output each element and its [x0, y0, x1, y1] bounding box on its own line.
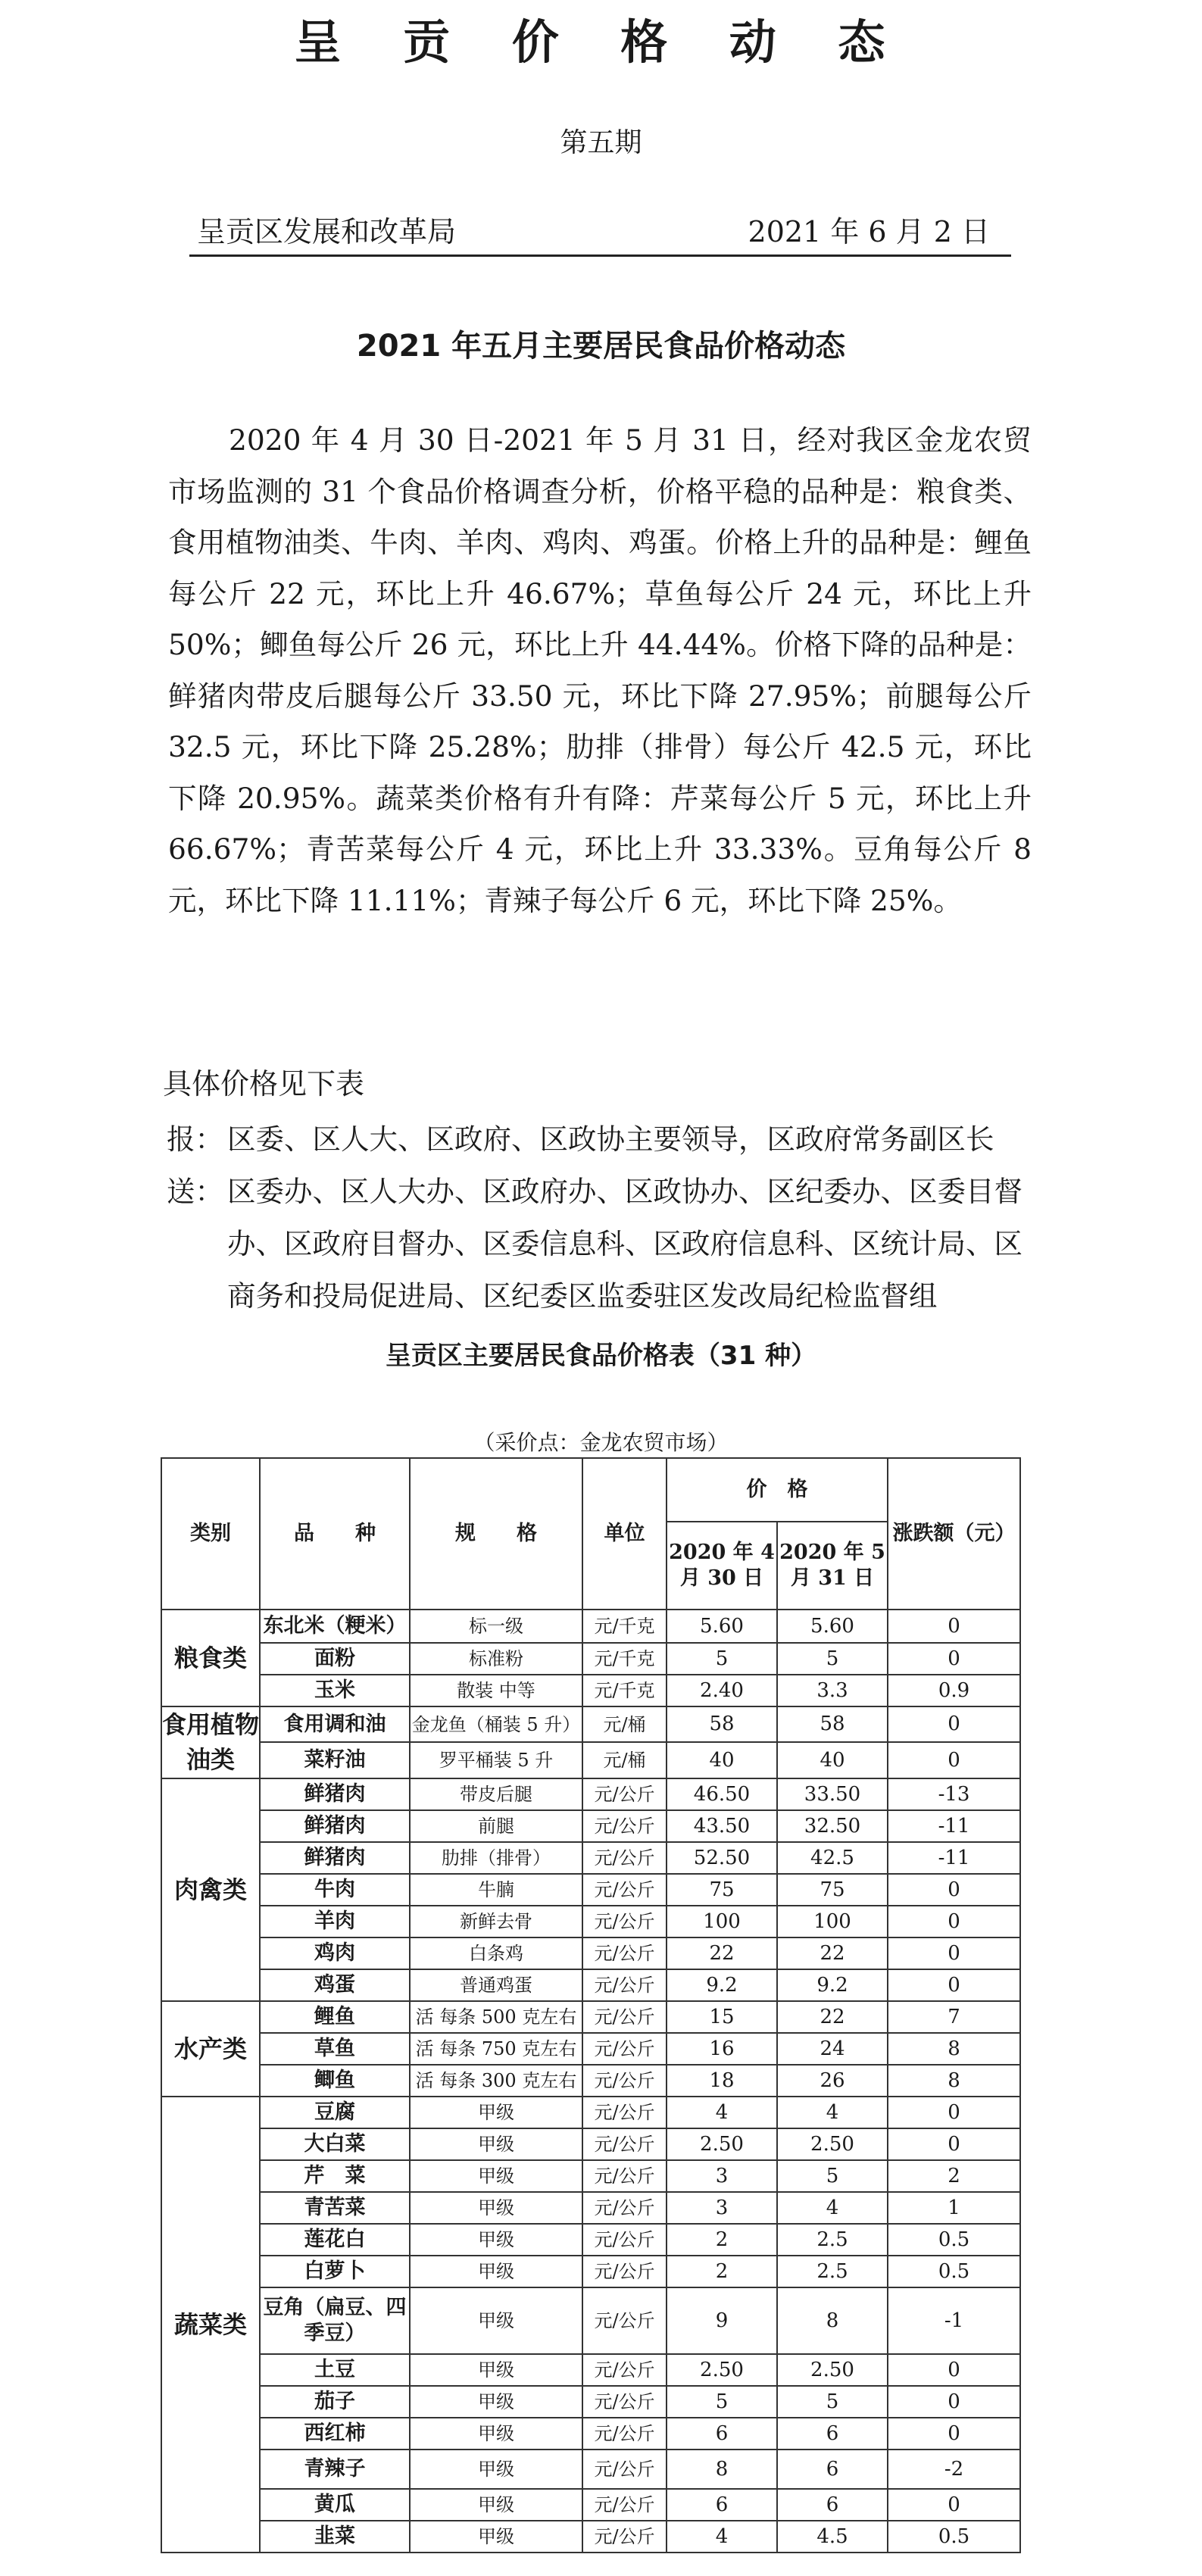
item-cell: 土豆 — [260, 2354, 410, 2386]
unit-cell: 元/公斤 — [582, 2001, 667, 2033]
item-cell: 鸡蛋 — [260, 1969, 410, 2001]
item-cell: 黄瓜 — [260, 2489, 410, 2521]
change-cell: 0 — [888, 2418, 1020, 2450]
header-category: 类别 — [161, 1458, 260, 1610]
header-date-2: 2020 年 5 月 31 日 — [777, 1522, 888, 1610]
change-cell: 0 — [888, 1706, 1020, 1742]
price-2-cell: 6 — [777, 2418, 888, 2450]
price-2-cell: 3.3 — [777, 1675, 888, 1706]
category-cell: 水产类 — [161, 2001, 260, 2097]
table-row — [161, 1675, 1020, 1706]
change-cell: 0 — [888, 1874, 1020, 1906]
change-cell: 0 — [888, 2354, 1020, 2386]
price-1-cell: 2.50 — [667, 2128, 777, 2160]
table-row — [161, 2065, 1020, 2097]
price-2-cell: 8 — [777, 2287, 888, 2354]
price-2-cell: 9.2 — [777, 1969, 888, 2001]
header-spec: 规 格 — [410, 1458, 582, 1610]
item-cell: 豆腐 — [260, 2097, 410, 2128]
item-cell: 食用调和油 — [260, 1706, 410, 1742]
table-row — [161, 2256, 1020, 2287]
price-1-cell: 2 — [667, 2256, 777, 2287]
item-cell: 青辣子 — [260, 2450, 410, 2489]
price-1-cell: 4 — [667, 2097, 777, 2128]
table-row — [161, 1810, 1020, 1842]
item-cell: 芹 菜 — [260, 2160, 410, 2192]
price-1-cell: 2.40 — [667, 1675, 777, 1706]
item-cell: 西红柿 — [260, 2418, 410, 2450]
document-title: 呈 贡 价 格 动 态 — [294, 14, 908, 70]
change-cell: -2 — [888, 2450, 1020, 2489]
price-2-cell: 2.5 — [777, 2224, 888, 2256]
spec-cell: 甲级 — [410, 2160, 582, 2192]
price-2-cell: 40 — [777, 1742, 888, 1778]
spec-cell: 甲级 — [410, 2128, 582, 2160]
price-1-cell: 22 — [667, 1937, 777, 1969]
unit-cell: 元/桶 — [582, 1706, 667, 1742]
price-2-cell: 26 — [777, 2065, 888, 2097]
change-cell: 0 — [888, 1969, 1020, 2001]
unit-cell: 元/公斤 — [582, 2489, 667, 2521]
price-1-cell: 9.2 — [667, 1969, 777, 2001]
change-cell: -11 — [888, 1810, 1020, 1842]
spec-cell: 带皮后腿 — [410, 1778, 582, 1810]
price-2-cell: 58 — [777, 1706, 888, 1742]
price-1-cell: 5 — [667, 2386, 777, 2418]
table-title: 呈贡区主要居民食品价格表（31 种） — [385, 1341, 817, 1371]
unit-cell: 元/公斤 — [582, 2065, 667, 2097]
change-cell: 8 — [888, 2033, 1020, 2065]
spec-cell: 甲级 — [410, 2489, 582, 2521]
unit-cell: 元/公斤 — [582, 2386, 667, 2418]
price-1-cell: 4 — [667, 2521, 777, 2553]
change-cell: 8 — [888, 2065, 1020, 2097]
price-2-cell: 2.50 — [777, 2354, 888, 2386]
change-cell: -1 — [888, 2287, 1020, 2354]
price-2-cell: 4 — [777, 2192, 888, 2224]
change-cell: 0 — [888, 2386, 1020, 2418]
price-2-cell: 22 — [777, 1937, 888, 1969]
category-cell: 食用植物油类 — [161, 1706, 260, 1778]
price-1-cell: 5 — [667, 1643, 777, 1675]
item-cell: 玉米 — [260, 1675, 410, 1706]
price-1-cell: 3 — [667, 2160, 777, 2192]
table-row — [161, 2160, 1020, 2192]
spec-cell: 甲级 — [410, 2256, 582, 2287]
change-cell: 0 — [888, 1610, 1020, 1643]
change-cell: 0 — [888, 1742, 1020, 1778]
item-cell: 青苦菜 — [260, 2192, 410, 2224]
item-cell: 东北米（粳米） — [260, 1610, 410, 1643]
price-2-cell: 75 — [777, 1874, 888, 1906]
header-item: 品 种 — [260, 1458, 410, 1610]
header-change: 涨跌额（元） — [888, 1458, 1020, 1610]
report-to-row — [167, 1113, 1038, 1166]
table-row — [161, 2287, 1020, 2354]
unit-cell: 元/公斤 — [582, 2033, 667, 2065]
table-row — [161, 2521, 1020, 2553]
spec-cell: 白条鸡 — [410, 1937, 582, 1969]
unit-cell: 元/公斤 — [582, 1969, 667, 2001]
unit-cell: 元/公斤 — [582, 2097, 667, 2128]
table-row — [161, 2354, 1020, 2386]
price-2-cell: 2.50 — [777, 2128, 888, 2160]
change-cell: 0 — [888, 2097, 1020, 2128]
table-row — [161, 1969, 1020, 2001]
change-cell: 0 — [888, 1643, 1020, 1675]
table-row — [161, 2418, 1020, 2450]
spec-cell: 肋排（排骨） — [410, 1842, 582, 1874]
category-cell: 肉禽类 — [161, 1778, 260, 2001]
price-1-cell: 40 — [667, 1742, 777, 1778]
item-cell: 茄子 — [260, 2386, 410, 2418]
spec-cell: 甲级 — [410, 2354, 582, 2386]
price-1-cell: 16 — [667, 2033, 777, 2065]
change-cell: 0.5 — [888, 2256, 1020, 2287]
price-2-cell: 4 — [777, 2097, 888, 2128]
send-to-row — [167, 1166, 1038, 1322]
table-row — [161, 2489, 1020, 2521]
spec-cell: 散装 中等 — [410, 1675, 582, 1706]
send-to-label: 送： — [167, 1175, 223, 1208]
unit-cell: 元/公斤 — [582, 1906, 667, 1937]
body-paragraph: 2020 年 4 月 30 日-2021 年 5 月 31 日，经对我区金龙农贸市场监测的 31 个食品价格调查分析，价格平稳的品种是：粮食类、食用植物油类、牛肉、羊肉、鸡肉、鸡蛋。价格上升的品种是：鲤鱼每公斤 22 元，环比上升 46.67%；草鱼每公斤 24 元，环比上升 50%；鲫鱼每公斤 26 元，环比上升 44.44%。价格下降的品种是：鲜猪肉带皮后腿每公斤 33.50 元，环比下降 27.95%；前腿每公斤 32.5 元，环比下降 25.28%；肋排（排骨）每公斤 42.5 元，环比下降 20.95%。蔬菜类价格有升有降：芹菜每公斤 5 元，环比上升 66.67%；青苦菜每公斤 4 元，环比上升 33.33%。豆角每公斤 8 元，环比下降 11.11%；青辣子每公斤 6 元，环比下降 25%。 — [168, 423, 1032, 917]
unit-cell: 元/公斤 — [582, 2418, 667, 2450]
spec-cell: 罗平桶装 5 升 — [410, 1742, 582, 1778]
table-row — [161, 2224, 1020, 2256]
price-2-cell: 32.50 — [777, 1810, 888, 1842]
spec-cell: 甲级 — [410, 2450, 582, 2489]
issue-number: 第五期 — [560, 127, 642, 158]
header-price: 价 格 — [667, 1458, 888, 1522]
price-2-cell: 5 — [777, 2386, 888, 2418]
price-2-cell: 5 — [777, 1643, 888, 1675]
change-cell: 0 — [888, 2128, 1020, 2160]
price-2-cell: 5 — [777, 2160, 888, 2192]
table-row — [161, 2033, 1020, 2065]
item-cell: 鲜猪肉 — [260, 1842, 410, 1874]
item-cell: 鲫鱼 — [260, 2065, 410, 2097]
price-1-cell: 75 — [667, 1874, 777, 1906]
unit-cell: 元/千克 — [582, 1675, 667, 1706]
issuing-org: 呈贡区发展和改革局 — [197, 215, 457, 248]
unit-cell: 元/公斤 — [582, 2160, 667, 2192]
table-row — [161, 1842, 1020, 1874]
price-2-cell: 22 — [777, 2001, 888, 2033]
unit-cell: 元/公斤 — [582, 2128, 667, 2160]
price-1-cell: 2.50 — [667, 2354, 777, 2386]
price-2-cell: 42.5 — [777, 1842, 888, 1874]
table-row — [161, 1706, 1020, 1742]
spec-cell: 标一级 — [410, 1610, 582, 1643]
unit-cell: 元/桶 — [582, 1742, 667, 1778]
price-1-cell: 2 — [667, 2224, 777, 2256]
unit-cell: 元/公斤 — [582, 1842, 667, 1874]
price-table — [161, 1457, 1021, 2553]
price-1-cell: 43.50 — [667, 1810, 777, 1842]
issue-date: 2021 年 6 月 2 日 — [748, 215, 990, 248]
table-row — [161, 1874, 1020, 1906]
spec-cell: 标准粉 — [410, 1643, 582, 1675]
price-2-cell: 6 — [777, 2489, 888, 2521]
header-date-1: 2020 年 4 月 30 日 — [667, 1522, 777, 1610]
unit-cell: 元/公斤 — [582, 1874, 667, 1906]
unit-cell: 元/公斤 — [582, 2192, 667, 2224]
item-cell: 鸡肉 — [260, 1937, 410, 1969]
report-to-label: 报： — [167, 1123, 223, 1156]
change-cell: 1 — [888, 2192, 1020, 2224]
price-1-cell: 100 — [667, 1906, 777, 1937]
table-row — [161, 1937, 1020, 1969]
change-cell: 0 — [888, 1937, 1020, 1969]
price-1-cell: 58 — [667, 1706, 777, 1742]
table-note: （采价点：金龙农贸市场） — [473, 1430, 729, 1455]
unit-cell: 元/公斤 — [582, 2224, 667, 2256]
price-1-cell: 9 — [667, 2287, 777, 2354]
item-cell: 鲜猪肉 — [260, 1778, 410, 1810]
price-1-cell: 8 — [667, 2450, 777, 2489]
spec-cell: 牛腩 — [410, 1874, 582, 1906]
spec-cell: 甲级 — [410, 2386, 582, 2418]
item-cell: 牛肉 — [260, 1874, 410, 1906]
price-1-cell: 6 — [667, 2418, 777, 2450]
spec-cell: 活 每条 750 克左右 — [410, 2033, 582, 2065]
unit-cell: 元/公斤 — [582, 2256, 667, 2287]
table-row — [161, 2001, 1020, 2033]
price-2-cell: 6 — [777, 2450, 888, 2489]
price-2-cell: 2.5 — [777, 2256, 888, 2287]
unit-cell: 元/公斤 — [582, 2450, 667, 2489]
change-cell: 0.5 — [888, 2224, 1020, 2256]
item-cell: 面粉 — [260, 1643, 410, 1675]
table-row — [161, 1778, 1020, 1810]
change-cell: 0.5 — [888, 2521, 1020, 2553]
distribution-list — [167, 1113, 1038, 1322]
spec-cell: 甲级 — [410, 2287, 582, 2354]
table-row — [161, 1643, 1020, 1675]
price-1-cell: 5.60 — [667, 1610, 777, 1643]
price-1-cell: 6 — [667, 2489, 777, 2521]
spec-cell: 甲级 — [410, 2418, 582, 2450]
send-to-value: 区委办、区人大办、区政府办、区政协办、区纪委办、区委目督办、区政府目督办、区委信息科、区政府信息科、区统计局、区商务和投局促进局、区纪委区监委驻区发改局纪检监督组 — [227, 1175, 1022, 1313]
header-line — [189, 215, 1011, 257]
change-cell: 0.9 — [888, 1675, 1020, 1706]
change-cell: 2 — [888, 2160, 1020, 2192]
price-1-cell: 15 — [667, 2001, 777, 2033]
price-2-cell: 33.50 — [777, 1778, 888, 1810]
item-cell: 鲜猪肉 — [260, 1810, 410, 1842]
table-row — [161, 2450, 1020, 2489]
spec-cell: 甲级 — [410, 2521, 582, 2553]
category-cell: 粮食类 — [161, 1610, 260, 1706]
unit-cell: 元/公斤 — [582, 2521, 667, 2553]
item-cell: 鲤鱼 — [260, 2001, 410, 2033]
price-2-cell: 100 — [777, 1906, 888, 1937]
price-1-cell: 46.50 — [667, 1778, 777, 1810]
spec-cell: 金龙鱼（桶装 5 升） — [410, 1706, 582, 1742]
price-1-cell: 52.50 — [667, 1842, 777, 1874]
spec-cell: 新鲜去骨 — [410, 1906, 582, 1937]
item-cell: 豆角（扁豆、四季豆） — [260, 2287, 410, 2354]
spec-cell: 活 每条 500 克左右 — [410, 2001, 582, 2033]
price-2-cell: 4.5 — [777, 2521, 888, 2553]
change-cell: -11 — [888, 1842, 1020, 1874]
item-cell: 莲花白 — [260, 2224, 410, 2256]
price-2-cell: 5.60 — [777, 1610, 888, 1643]
spec-cell: 甲级 — [410, 2192, 582, 2224]
table-row — [161, 2386, 1020, 2418]
detail-note: 具体价格见下表 — [163, 1067, 365, 1101]
price-2-cell: 24 — [777, 2033, 888, 2065]
unit-cell: 元/公斤 — [582, 2287, 667, 2354]
category-cell: 蔬菜类 — [161, 2097, 260, 2553]
spec-cell: 普通鸡蛋 — [410, 1969, 582, 2001]
table-body — [161, 1610, 1020, 2553]
table-row — [161, 2192, 1020, 2224]
spec-cell: 甲级 — [410, 2097, 582, 2128]
table-row — [161, 2097, 1020, 2128]
change-cell: 0 — [888, 1906, 1020, 1937]
header-unit: 单位 — [582, 1458, 667, 1610]
change-cell: 0 — [888, 2489, 1020, 2521]
item-cell: 韭菜 — [260, 2521, 410, 2553]
table-row — [161, 1742, 1020, 1778]
item-cell: 羊肉 — [260, 1906, 410, 1937]
item-cell: 菜籽油 — [260, 1742, 410, 1778]
spec-cell: 活 每条 300 克左右 — [410, 2065, 582, 2097]
price-1-cell: 18 — [667, 2065, 777, 2097]
unit-cell: 元/公斤 — [582, 1937, 667, 1969]
table-row — [161, 2128, 1020, 2160]
unit-cell: 元/公斤 — [582, 1778, 667, 1810]
spec-cell: 前腿 — [410, 1810, 582, 1842]
report-to-value: 区委、区人大、区政府、区政协主要领导，区政府常务副区长 — [227, 1123, 994, 1156]
spec-cell: 甲级 — [410, 2224, 582, 2256]
article-title: 2021 年五月主要居民食品价格动态 — [356, 329, 846, 364]
unit-cell: 元/千克 — [582, 1610, 667, 1643]
change-cell: 7 — [888, 2001, 1020, 2033]
change-cell: -13 — [888, 1778, 1020, 1810]
item-cell: 白萝卜 — [260, 2256, 410, 2287]
item-cell: 草鱼 — [260, 2033, 410, 2065]
table-row — [161, 1610, 1020, 1643]
unit-cell: 元/公斤 — [582, 1810, 667, 1842]
unit-cell: 元/公斤 — [582, 2354, 667, 2386]
item-cell: 大白菜 — [260, 2128, 410, 2160]
price-1-cell: 3 — [667, 2192, 777, 2224]
unit-cell: 元/千克 — [582, 1643, 667, 1675]
table-row — [161, 1906, 1020, 1937]
